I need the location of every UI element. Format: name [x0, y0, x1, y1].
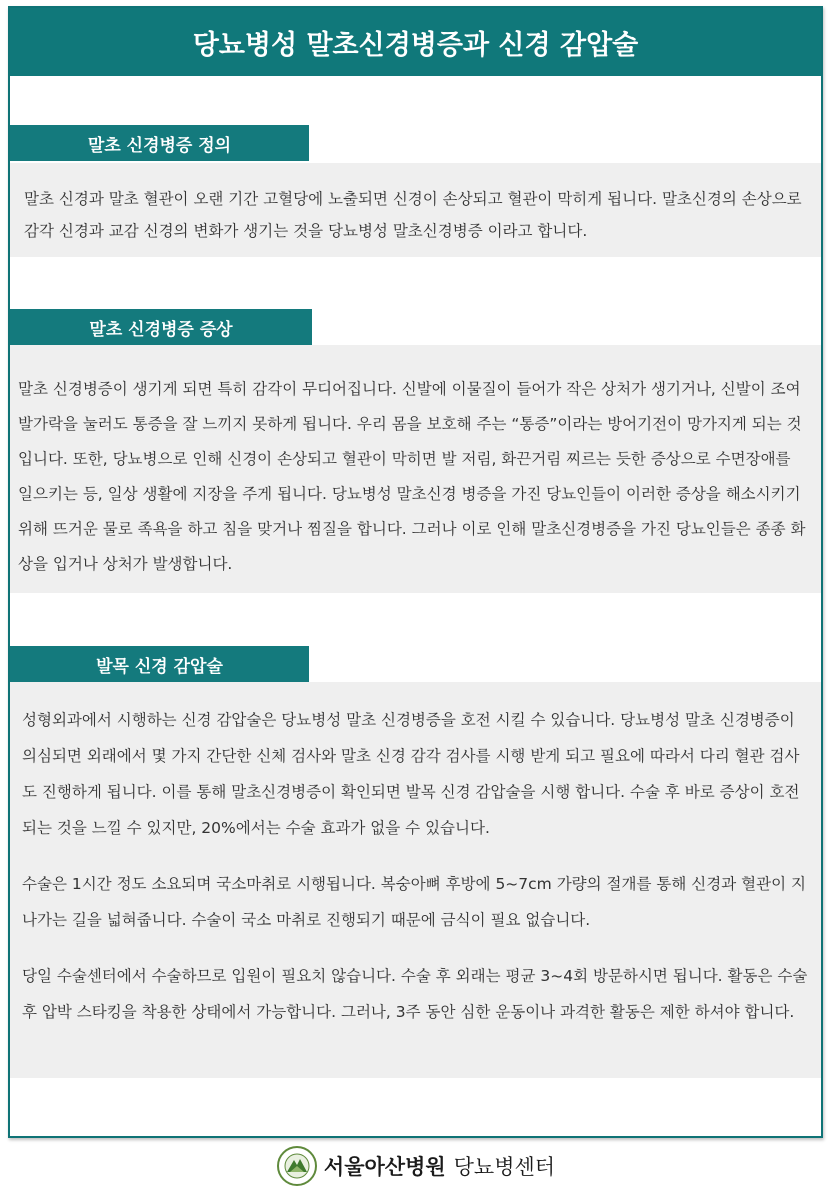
- section-heading-text: 말초 신경병증 증상: [89, 319, 233, 340]
- section-heading-text: 말초 신경병증 정의: [87, 135, 232, 156]
- section-heading-surgery: [10, 646, 309, 682]
- paragraph: 성형외과에서 시행하는 신경 감압술은 당뇨병성 말초 신경병증을 호전 시킬 수 있습니다. 당뇨병성 말초 신경병증이 의심되면 외래에서 몇 가지 간단한 신체 검사와 말초 신경 감각 검사를 시행 받게 되고 필요에 따라서 다리 혈관 검사도 진행하게 됩니다. 이를 통해 말초신경병증이 확인되면 발목 신경 감압술을 시행 합니다. 수술 후 바로 증상이 호전 되는 것을 느낄 수 있지만, 20%에서는 수술 효과가 없을 수 있습니다.: [22, 711, 800, 837]
- asan-foundation-logo-icon: [276, 1145, 318, 1187]
- page-title: 당뇨병성 말초신경병증과 신경 감압술: [192, 29, 639, 61]
- paragraph: 말초 신경병증이 생기게 되면 특히 감각이 무디어집니다. 신발에 이물질이 들어가 작은 상처가 생기거나, 신발이 조여 발가락을 눌러도 통증을 잘 느끼지 못하게 됩니다. 우리 몸을 보호해 주는 “통증”이라는 방어기전이 망가지게 되는 것입니다. 또한, 당뇨병으로 인해 신경이 손상되고 혈관이 막히면 발 저림, 화끈거림 찌르는 듯한 증상으로 수면장애를 일으키는 등, 일상 생활에 지장을 주게 됩니다. 당뇨병성 말초신경 병증을 가진 당뇨인들이 이러한 증상을 해소시키기 위해 뜨거운 물로 족욕을 하고 침을 맞거나 찜질을 합니다. 그러나 이로 인해 말초신경병증을 가진 당뇨인들은 종종 화상을 입거나 상처가 발생합니다.: [18, 380, 806, 573]
- section-heading-symptoms: [10, 309, 312, 345]
- section-heading-text: 발목 신경 감압술: [96, 656, 223, 677]
- paragraph: 당일 수술센터에서 수술하므로 입원이 필요치 않습니다. 수술 후 외래는 평균 3~4회 방문하시면 됩니다. 활동은 수술 후 압박 스타킹을 착용한 상태에서 가능합니다. 그러나, 3주 동안 심한 운동이나 과격한 활동은 제한 하셔야 합니다.: [22, 967, 808, 1021]
- section-body-surgery: [10, 682, 821, 1078]
- section-body-symptoms: [10, 345, 821, 593]
- page-title-bar: [10, 8, 821, 76]
- paragraph: 수술은 1시간 정도 소요되며 국소마취로 시행됩니다. 복숭아뼈 후방에 5~7cm 가량의 절개를 통해 신경과 혈관이 지나가는 길을 넓혀줍니다. 수술이 국소 마취로 진행되기 때문에 금식이 필요 없습니다.: [22, 875, 806, 929]
- footer: [0, 1138, 831, 1194]
- hospital-name: 서울아산병원: [323, 1155, 446, 1179]
- section-heading-definition: [10, 125, 309, 161]
- section-body-definition: [10, 163, 821, 257]
- paragraph: 말초 신경과 말초 혈관이 오랜 기간 고혈당에 노출되면 신경이 손상되고 혈관이 막히게 됩니다. 말초신경의 손상으로 감각 신경과 교감 신경의 변화가 생기는 것을 당뇨병성 말초신경병증 이라고 합니다.: [24, 190, 802, 240]
- center-name: 당뇨병센터: [453, 1155, 556, 1179]
- page-frame: [8, 6, 823, 1138]
